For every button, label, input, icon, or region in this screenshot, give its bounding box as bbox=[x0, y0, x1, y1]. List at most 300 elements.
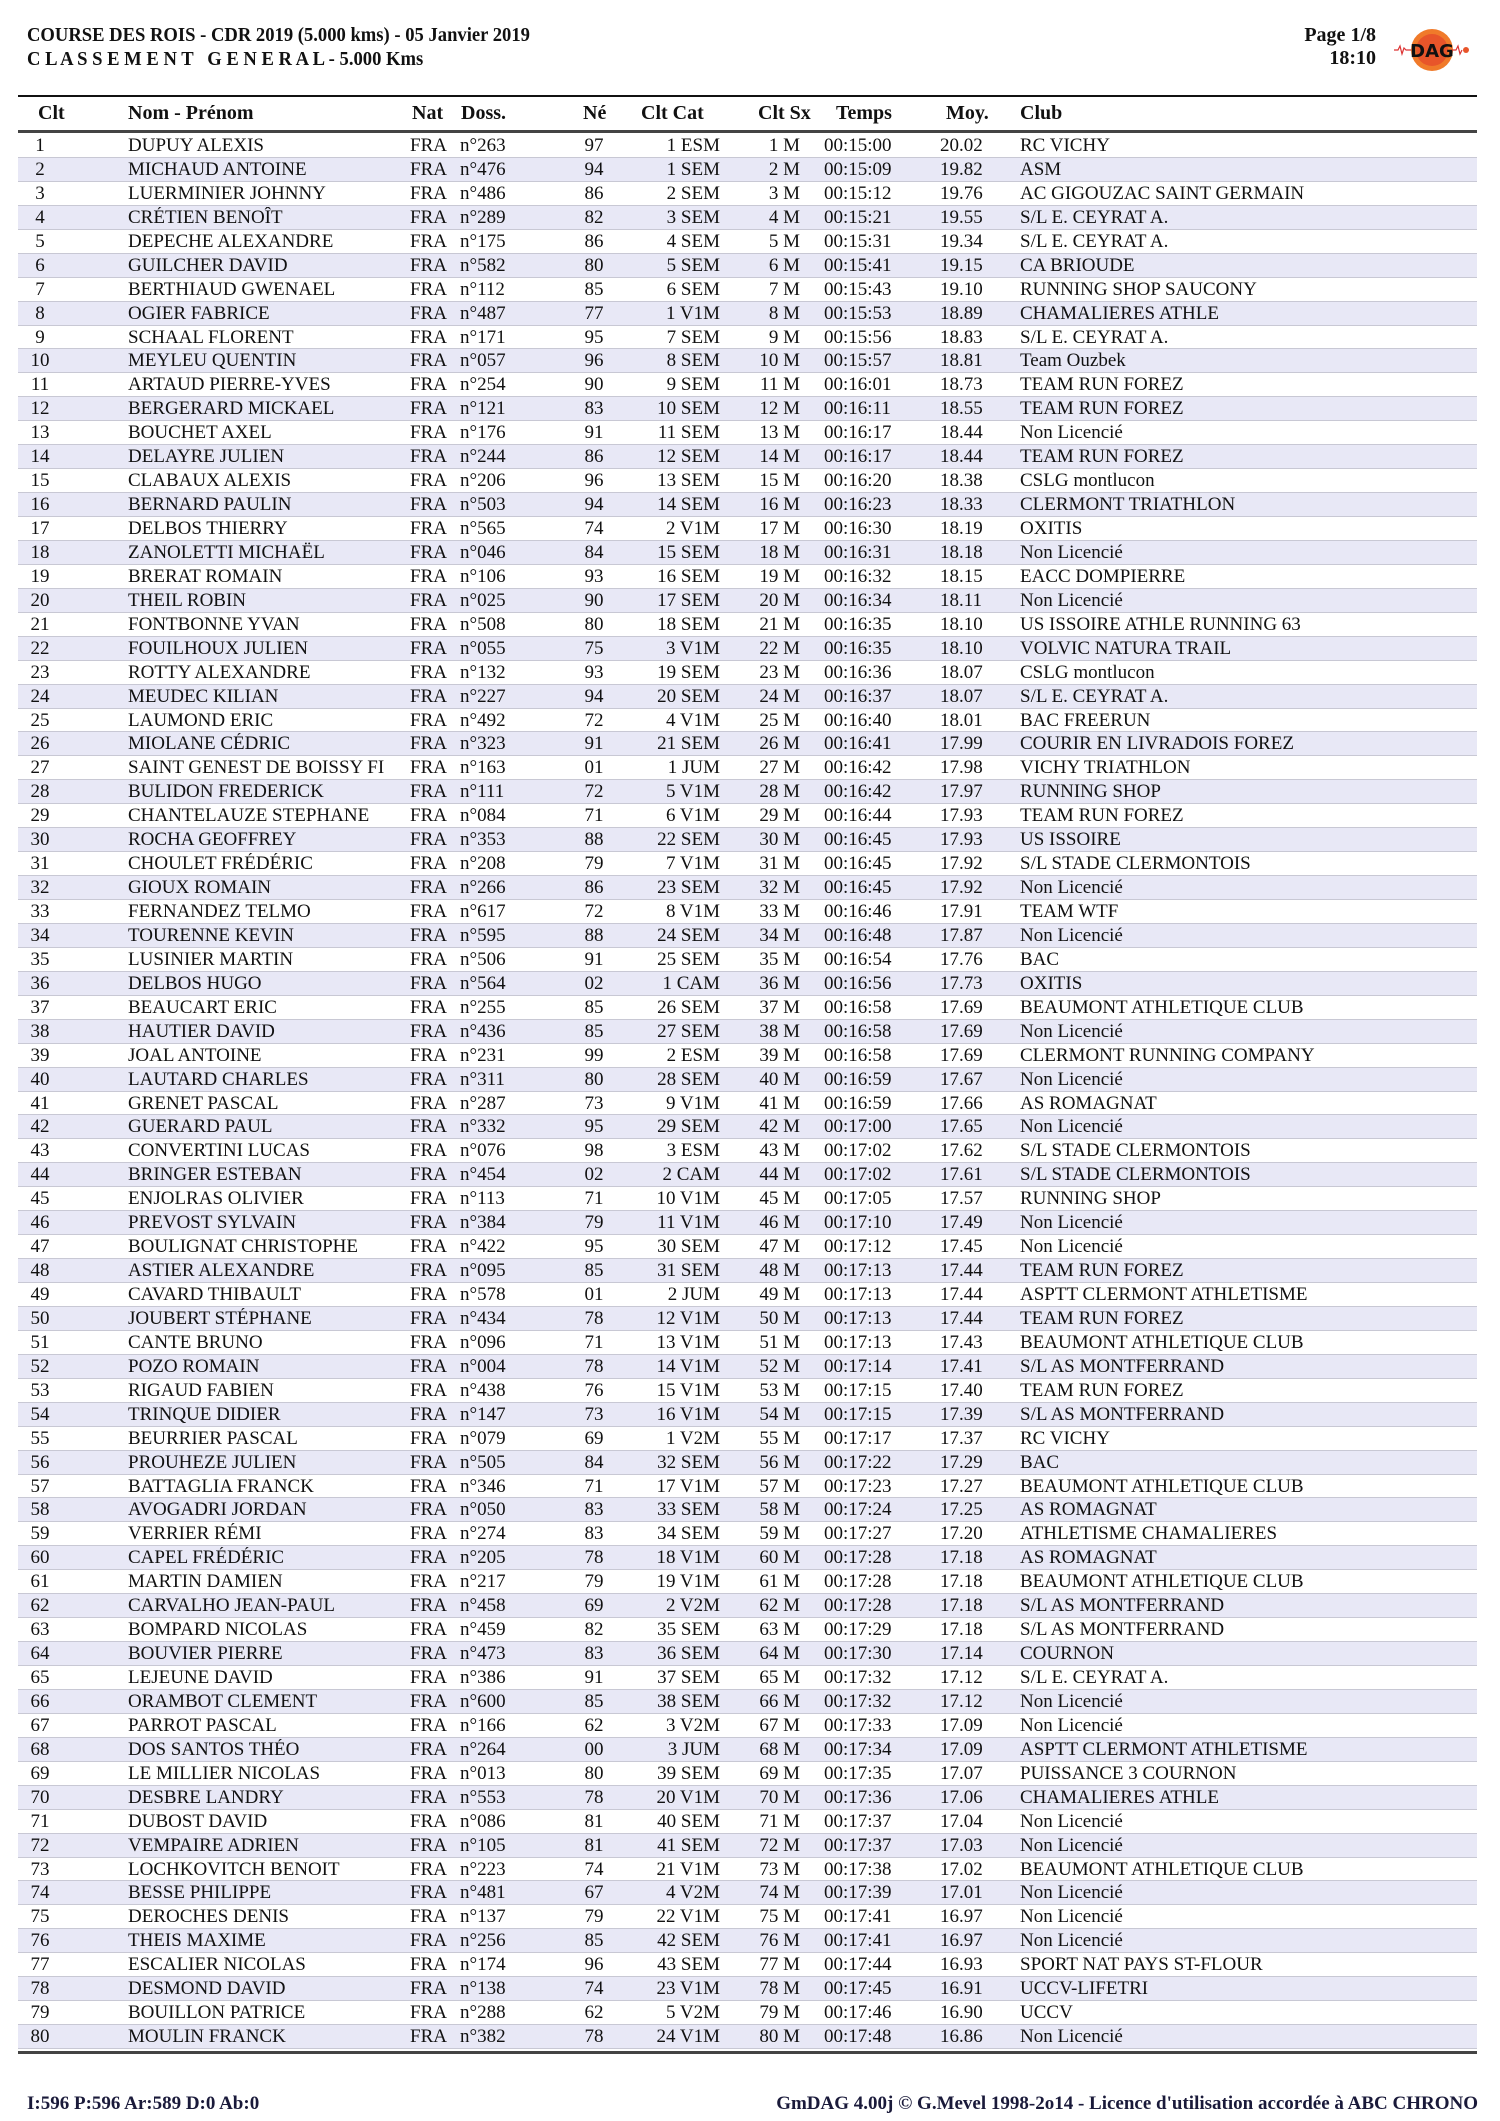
cell-birth-year: 80 bbox=[584, 254, 604, 276]
cell-name: CANTE BRUNO bbox=[128, 1331, 263, 1353]
cell-birth-year: 90 bbox=[584, 374, 604, 396]
cell-bib: n°111 bbox=[460, 781, 505, 803]
cell-name: LOCHKOVITCH BENOIT bbox=[128, 1858, 340, 1880]
col-temps: Temps bbox=[836, 102, 892, 124]
cell-club: CHAMALIERES ATHLE bbox=[1020, 302, 1219, 324]
table-row bbox=[18, 828, 1477, 852]
cell-rank: 22 bbox=[30, 637, 50, 659]
cell-category-rank: 12 SEM bbox=[657, 446, 720, 468]
cell-club: BEAUMONT ATHLETIQUE CLUB bbox=[1020, 1571, 1304, 1593]
cell-birth-year: 67 bbox=[584, 1882, 604, 1904]
cell-sex-rank: 62 M bbox=[759, 1595, 800, 1617]
dag-logo-icon bbox=[1392, 26, 1472, 74]
cell-category-rank: 9 SEM bbox=[666, 374, 720, 396]
table-row bbox=[18, 1905, 1477, 1929]
cell-rank: 68 bbox=[30, 1738, 50, 1760]
cell-club: S/L E. CEYRAT A. bbox=[1020, 230, 1169, 252]
cell-nationality: FRA bbox=[410, 924, 447, 946]
cell-nationality: FRA bbox=[410, 805, 447, 827]
cell-category-rank: 40 SEM bbox=[657, 1810, 720, 1832]
cell-bib: n°132 bbox=[460, 661, 506, 683]
cell-sex-rank: 22 M bbox=[759, 637, 800, 659]
cell-sex-rank: 44 M bbox=[759, 1164, 800, 1186]
cell-speed: 17.93 bbox=[940, 805, 983, 827]
table-row bbox=[18, 852, 1477, 876]
cell-speed: 17.06 bbox=[940, 1786, 983, 1808]
col-doss: Doss. bbox=[461, 102, 507, 124]
cell-club: SPORT NAT PAYS ST-FLOUR bbox=[1020, 1954, 1263, 1976]
cell-bib: n°617 bbox=[460, 901, 506, 922]
cell-time: 00:16:20 bbox=[824, 470, 892, 492]
cell-name: DOS SANTOS THÉO bbox=[128, 1738, 300, 1760]
cell-bib: n°288 bbox=[460, 2002, 506, 2024]
cell-birth-year: 86 bbox=[584, 877, 604, 899]
table-row bbox=[18, 421, 1477, 445]
cell-nationality: FRA bbox=[410, 158, 447, 180]
cell-club: Non Licencié bbox=[1020, 1834, 1123, 1856]
cell-category-rank: 1 V1M bbox=[665, 302, 720, 324]
cell-rank: 60 bbox=[30, 1547, 50, 1569]
cell-name: CLABAUX ALEXIS bbox=[128, 470, 292, 492]
cell-birth-year: 80 bbox=[584, 1068, 604, 1090]
cell-time: 00:15:12 bbox=[824, 182, 892, 204]
table-row bbox=[18, 1977, 1477, 2001]
cell-club: CLERMONT RUNNING COMPANY bbox=[1020, 1044, 1315, 1066]
cell-time: 00:16:35 bbox=[824, 613, 892, 635]
table-row bbox=[18, 1427, 1477, 1451]
cell-birth-year: 83 bbox=[584, 1643, 604, 1665]
cell-time: 00:16:45 bbox=[824, 853, 892, 875]
cell-birth-year: 71 bbox=[584, 1188, 604, 1210]
participant-stats: I:596 P:596 Ar:589 D:0 Ab:0 bbox=[27, 2093, 260, 2114]
cell-club: BAC bbox=[1020, 948, 1060, 970]
cell-rank: 20 bbox=[30, 589, 50, 611]
table-row bbox=[18, 278, 1477, 302]
cell-speed: 19.76 bbox=[940, 182, 983, 204]
cell-club: Non Licencié bbox=[1020, 589, 1123, 611]
table-row bbox=[18, 134, 1477, 158]
cell-club: S/L AS MONTFERRAND bbox=[1020, 1595, 1225, 1617]
cell-bib: n°486 bbox=[460, 182, 506, 204]
cell-name: VEMPAIRE ADRIEN bbox=[128, 1834, 299, 1856]
cell-rank: 76 bbox=[30, 1930, 50, 1952]
cell-rank: 66 bbox=[30, 1690, 50, 1712]
cell-birth-year: 84 bbox=[584, 1451, 604, 1473]
cell-name: VERRIER RÉMI bbox=[128, 1523, 262, 1545]
cell-rank: 5 bbox=[35, 230, 45, 252]
cell-bib: n°113 bbox=[460, 1188, 505, 1210]
cell-sex-rank: 51 M bbox=[759, 1331, 800, 1353]
cell-rank: 37 bbox=[30, 996, 50, 1018]
cell-bib: n°137 bbox=[460, 1906, 506, 1928]
cell-sex-rank: 46 M bbox=[759, 1212, 800, 1234]
cell-bib: n°553 bbox=[460, 1786, 506, 1808]
table-row bbox=[18, 1810, 1477, 1834]
cell-bib: n°227 bbox=[460, 685, 506, 707]
cell-nationality: FRA bbox=[410, 1906, 447, 1928]
cell-nationality: FRA bbox=[410, 613, 447, 635]
cell-time: 00:17:34 bbox=[824, 1738, 892, 1760]
cell-rank: 57 bbox=[30, 1475, 50, 1497]
cell-club: Non Licencié bbox=[1020, 422, 1123, 444]
cell-bib: n°459 bbox=[460, 1619, 506, 1641]
cell-name: RIGAUD FABIEN bbox=[128, 1379, 274, 1401]
cell-speed: 17.65 bbox=[940, 1116, 983, 1138]
cell-speed: 17.45 bbox=[940, 1236, 983, 1258]
cell-rank: 33 bbox=[30, 901, 50, 922]
cell-rank: 73 bbox=[30, 1858, 50, 1880]
cell-nationality: FRA bbox=[410, 230, 447, 252]
cell-club: TEAM RUN FOREZ bbox=[1020, 805, 1184, 827]
cell-club: TEAM RUN FOREZ bbox=[1020, 446, 1184, 468]
cell-club: Non Licencié bbox=[1020, 1116, 1123, 1138]
cell-bib: n°476 bbox=[460, 158, 506, 180]
cell-nationality: FRA bbox=[410, 1475, 447, 1497]
cell-club: CHAMALIERES ATHLE bbox=[1020, 1786, 1219, 1808]
cell-nationality: FRA bbox=[410, 829, 447, 851]
cell-bib: n°323 bbox=[460, 733, 506, 755]
cell-club: S/L E. CEYRAT A. bbox=[1020, 685, 1169, 707]
cell-bib: n°121 bbox=[460, 398, 506, 420]
cell-name: THEIS MAXIME bbox=[128, 1930, 266, 1952]
cell-name: ESCALIER NICOLAS bbox=[128, 1954, 306, 1976]
cell-name: FERNANDEZ TELMO bbox=[128, 901, 311, 922]
cell-birth-year: 74 bbox=[584, 1978, 604, 2000]
cell-nationality: FRA bbox=[410, 254, 447, 276]
cell-time: 00:17:33 bbox=[824, 1714, 892, 1736]
cell-bib: n°255 bbox=[460, 996, 506, 1018]
cell-bib: n°105 bbox=[460, 1834, 506, 1856]
cell-time: 00:16:56 bbox=[824, 972, 892, 994]
cell-speed: 16.93 bbox=[940, 1954, 983, 1976]
cell-bib: n°171 bbox=[460, 326, 506, 348]
cell-nationality: FRA bbox=[410, 494, 447, 516]
cell-rank: 40 bbox=[30, 1068, 50, 1090]
cell-category-rank: 31 SEM bbox=[657, 1260, 720, 1282]
cell-time: 00:17:17 bbox=[824, 1427, 892, 1449]
cell-club: VICHY TRIATHLON bbox=[1020, 757, 1191, 779]
cell-speed: 17.69 bbox=[940, 996, 983, 1018]
table-row bbox=[18, 924, 1477, 948]
cell-bib: n°582 bbox=[460, 254, 506, 276]
cell-speed: 17.44 bbox=[940, 1284, 983, 1305]
cell-time: 00:17:39 bbox=[824, 1882, 892, 1904]
cell-speed: 18.38 bbox=[940, 470, 983, 492]
table-row bbox=[18, 326, 1477, 350]
table-row bbox=[18, 756, 1477, 780]
cell-club: BEAUMONT ATHLETIQUE CLUB bbox=[1020, 996, 1304, 1018]
cell-category-rank: 30 SEM bbox=[657, 1236, 720, 1258]
cell-sex-rank: 69 M bbox=[759, 1762, 800, 1784]
cell-birth-year: 80 bbox=[584, 613, 604, 635]
table-row bbox=[18, 1115, 1477, 1139]
cell-birth-year: 88 bbox=[584, 924, 604, 946]
table-header bbox=[18, 97, 1477, 130]
cell-rank: 79 bbox=[30, 2002, 50, 2024]
cell-category-rank: 5 SEM bbox=[666, 254, 720, 276]
cell-bib: n°176 bbox=[460, 422, 506, 444]
cell-birth-year: 75 bbox=[584, 637, 604, 659]
cell-nationality: FRA bbox=[410, 1379, 447, 1401]
table-row bbox=[18, 948, 1477, 972]
cell-category-rank: 27 SEM bbox=[657, 1020, 720, 1042]
cell-birth-year: 90 bbox=[584, 589, 604, 611]
cell-bib: n°055 bbox=[460, 637, 506, 659]
cell-club: CSLG montlucon bbox=[1020, 661, 1155, 683]
header-rule bbox=[18, 130, 1477, 133]
cell-sex-rank: 54 M bbox=[759, 1403, 800, 1425]
cell-category-rank: 32 SEM bbox=[657, 1451, 720, 1473]
cell-rank: 19 bbox=[30, 565, 50, 587]
cell-category-rank: 43 SEM bbox=[657, 1954, 720, 1976]
cell-time: 00:16:58 bbox=[824, 1044, 892, 1066]
cell-sex-rank: 53 M bbox=[759, 1379, 800, 1401]
page-info bbox=[1304, 24, 1376, 70]
cell-sex-rank: 25 M bbox=[759, 709, 800, 731]
cell-name: BERNARD PAULIN bbox=[128, 494, 292, 516]
cell-category-rank: 11 SEM bbox=[657, 422, 720, 444]
cell-sex-rank: 79 M bbox=[759, 2002, 800, 2024]
cell-category-rank: 37 SEM bbox=[657, 1667, 720, 1688]
cell-rank: 13 bbox=[30, 422, 50, 444]
cell-time: 00:17:05 bbox=[824, 1188, 892, 1210]
cell-rank: 53 bbox=[30, 1379, 50, 1401]
cell-sex-rank: 78 M bbox=[759, 1978, 800, 2000]
cell-category-rank: 41 SEM bbox=[657, 1834, 720, 1856]
cell-category-rank: 18 V1M bbox=[656, 1547, 720, 1569]
cell-category-rank: 24 SEM bbox=[657, 924, 720, 946]
cell-rank: 35 bbox=[30, 948, 50, 970]
cell-sex-rank: 13 M bbox=[759, 422, 800, 444]
cell-bib: n°274 bbox=[460, 1523, 506, 1545]
col-club: Club bbox=[1020, 102, 1063, 124]
cell-speed: 17.69 bbox=[940, 1020, 983, 1042]
cell-speed: 17.67 bbox=[940, 1068, 983, 1090]
cell-speed: 17.14 bbox=[940, 1643, 983, 1665]
table-row bbox=[18, 1211, 1477, 1235]
cell-nationality: FRA bbox=[410, 1188, 447, 1210]
cell-speed: 17.18 bbox=[940, 1547, 983, 1569]
cell-rank: 52 bbox=[30, 1355, 50, 1377]
cell-nationality: FRA bbox=[410, 1331, 447, 1353]
cell-sex-rank: 41 M bbox=[759, 1092, 800, 1114]
cell-speed: 17.18 bbox=[940, 1619, 983, 1641]
cell-bib: n°095 bbox=[460, 1260, 506, 1282]
cell-bib: n°346 bbox=[460, 1475, 506, 1497]
cell-time: 00:16:30 bbox=[824, 518, 892, 539]
cell-speed: 17.29 bbox=[940, 1451, 983, 1473]
cell-birth-year: 94 bbox=[584, 158, 604, 180]
cell-time: 00:17:13 bbox=[824, 1331, 892, 1353]
cell-name: DUBOST DAVID bbox=[128, 1810, 268, 1832]
cell-speed: 17.41 bbox=[940, 1355, 983, 1377]
cell-sex-rank: 39 M bbox=[759, 1044, 800, 1066]
cell-birth-year: 79 bbox=[584, 1906, 604, 1928]
cell-category-rank: 29 SEM bbox=[657, 1116, 720, 1138]
cell-category-rank: 3 V2M bbox=[665, 1714, 720, 1736]
cell-category-rank: 13 SEM bbox=[657, 470, 720, 492]
cell-bib: n°481 bbox=[460, 1882, 506, 1904]
cell-rank: 72 bbox=[30, 1834, 50, 1856]
cell-category-rank: 4 V1M bbox=[665, 709, 720, 731]
cell-time: 00:15:56 bbox=[824, 326, 892, 348]
cell-bib: n°264 bbox=[460, 1738, 506, 1760]
cell-speed: 17.91 bbox=[940, 901, 983, 922]
cell-category-rank: 3 ESM bbox=[666, 1140, 720, 1162]
cell-name: AVOGADRI JORDAN bbox=[128, 1499, 307, 1521]
col-cat: Clt Cat bbox=[641, 102, 704, 124]
cell-rank: 10 bbox=[30, 350, 50, 372]
cell-name: GUERARD PAUL bbox=[128, 1116, 273, 1138]
cell-sex-rank: 38 M bbox=[759, 1020, 800, 1042]
cell-sex-rank: 61 M bbox=[759, 1571, 800, 1593]
cell-club: US ISSOIRE bbox=[1020, 829, 1121, 851]
cell-bib: n°473 bbox=[460, 1643, 506, 1665]
cell-name: BRERAT ROMAIN bbox=[128, 565, 283, 587]
cell-name: BEAUCART ERIC bbox=[128, 996, 277, 1018]
cell-speed: 19.10 bbox=[940, 278, 983, 300]
svg-text:DAG: DAG bbox=[1410, 41, 1454, 62]
cell-rank: 34 bbox=[30, 924, 50, 946]
cell-rank: 65 bbox=[30, 1667, 50, 1688]
cell-time: 00:16:17 bbox=[824, 446, 892, 468]
cell-birth-year: 85 bbox=[584, 1260, 604, 1282]
cell-rank: 54 bbox=[30, 1403, 50, 1425]
cell-nationality: FRA bbox=[410, 901, 447, 922]
cell-bib: n°013 bbox=[460, 1762, 506, 1784]
cell-rank: 43 bbox=[30, 1140, 50, 1162]
cell-sex-rank: 49 M bbox=[759, 1284, 800, 1305]
cell-bib: n°492 bbox=[460, 709, 506, 731]
table-row bbox=[18, 589, 1477, 613]
cell-bib: n°506 bbox=[460, 948, 506, 970]
table-row bbox=[18, 493, 1477, 517]
cell-nationality: FRA bbox=[410, 1858, 447, 1880]
cell-time: 00:16:44 bbox=[824, 805, 892, 827]
cell-name: ZANOLETTI MICHAËL bbox=[128, 541, 325, 563]
cell-time: 00:16:45 bbox=[824, 829, 892, 851]
cell-name: TRINQUE DIDIER bbox=[128, 1403, 281, 1425]
cell-nationality: FRA bbox=[410, 1427, 447, 1449]
cell-club: CLERMONT TRIATHLON bbox=[1020, 494, 1236, 516]
cell-sex-rank: 6 M bbox=[768, 254, 800, 276]
cell-time: 00:16:41 bbox=[824, 733, 892, 755]
table-row bbox=[18, 637, 1477, 661]
cell-club: OXITIS bbox=[1020, 972, 1083, 994]
cell-name: BOMPARD NICOLAS bbox=[128, 1619, 308, 1641]
table-row bbox=[18, 1929, 1477, 1953]
cell-club: AS ROMAGNAT bbox=[1020, 1499, 1157, 1521]
table-row bbox=[18, 996, 1477, 1020]
cell-name: CRÉTIEN BENOÎT bbox=[128, 206, 283, 228]
cell-speed: 18.10 bbox=[940, 613, 983, 635]
cell-club: S/L STADE CLERMONTOIS bbox=[1020, 853, 1251, 875]
cell-bib: n°138 bbox=[460, 1978, 506, 2000]
cell-sex-rank: 7 M bbox=[768, 278, 800, 300]
cell-name: LAUTARD CHARLES bbox=[128, 1068, 309, 1090]
cell-club: Non Licencié bbox=[1020, 541, 1123, 563]
cell-club: COURNON bbox=[1020, 1643, 1114, 1665]
table-row bbox=[18, 1283, 1477, 1307]
results-table bbox=[18, 134, 1477, 2049]
cell-bib: n°244 bbox=[460, 446, 506, 468]
cell-bib: n°503 bbox=[460, 494, 506, 516]
cell-nationality: FRA bbox=[410, 1547, 447, 1569]
cell-birth-year: 97 bbox=[584, 135, 604, 156]
cell-bib: n°266 bbox=[460, 877, 506, 899]
table-row bbox=[18, 1403, 1477, 1427]
cell-speed: 17.98 bbox=[940, 757, 983, 779]
cell-speed: 16.90 bbox=[940, 2002, 983, 2024]
cell-name: THEIL ROBIN bbox=[128, 589, 247, 611]
cell-sex-rank: 33 M bbox=[759, 901, 800, 922]
cell-birth-year: 74 bbox=[584, 518, 604, 539]
table-row bbox=[18, 1546, 1477, 1570]
cell-bib: n°263 bbox=[460, 135, 506, 156]
cell-nationality: FRA bbox=[410, 1882, 447, 1904]
cell-category-rank: 2 V1M bbox=[665, 518, 720, 539]
table-row bbox=[18, 1331, 1477, 1355]
cell-time: 00:15:53 bbox=[824, 302, 892, 324]
table-row bbox=[18, 1475, 1477, 1499]
cell-nationality: FRA bbox=[410, 1762, 447, 1784]
cell-birth-year: 79 bbox=[584, 1571, 604, 1593]
cell-nationality: FRA bbox=[410, 446, 447, 468]
cell-sex-rank: 56 M bbox=[759, 1451, 800, 1473]
cell-bib: n°565 bbox=[460, 518, 506, 539]
table-row bbox=[18, 206, 1477, 230]
cell-nationality: FRA bbox=[410, 1403, 447, 1425]
cell-name: CAPEL FRÉDÉRIC bbox=[128, 1547, 285, 1569]
cell-sex-rank: 1 M bbox=[768, 135, 800, 156]
table-row bbox=[18, 1953, 1477, 1977]
cell-speed: 17.18 bbox=[940, 1595, 983, 1617]
cell-club: S/L STADE CLERMONTOIS bbox=[1020, 1164, 1251, 1186]
cell-speed: 17.87 bbox=[940, 924, 983, 946]
cell-club: Non Licencié bbox=[1020, 877, 1123, 899]
cell-category-rank: 23 V1M bbox=[656, 1978, 720, 2000]
cell-bib: n°163 bbox=[460, 757, 506, 779]
cell-nationality: FRA bbox=[410, 1810, 447, 1832]
cell-nationality: FRA bbox=[410, 1786, 447, 1808]
cell-category-rank: 22 V1M bbox=[656, 1906, 720, 1928]
cell-time: 00:16:42 bbox=[824, 781, 892, 803]
cell-birth-year: 76 bbox=[584, 1379, 604, 1401]
table-row bbox=[18, 1522, 1477, 1546]
cell-time: 00:16:46 bbox=[824, 901, 892, 922]
cell-club: CSLG montlucon bbox=[1020, 470, 1155, 492]
cell-category-rank: 1 V2M bbox=[665, 1427, 720, 1449]
cell-time: 00:17:10 bbox=[824, 1212, 892, 1234]
cell-nationality: FRA bbox=[410, 1619, 447, 1641]
cell-time: 00:16:35 bbox=[824, 637, 892, 659]
cell-speed: 17.99 bbox=[940, 733, 983, 755]
cell-speed: 17.12 bbox=[940, 1690, 983, 1712]
cell-sex-rank: 31 M bbox=[759, 853, 800, 875]
cell-speed: 17.57 bbox=[940, 1188, 983, 1210]
table-row bbox=[18, 1642, 1477, 1666]
cell-birth-year: 72 bbox=[584, 901, 604, 922]
cell-speed: 16.97 bbox=[940, 1906, 983, 1928]
cell-category-rank: 1 SEM bbox=[666, 158, 720, 180]
cell-birth-year: 91 bbox=[584, 1667, 604, 1688]
cell-club: ASPTT CLERMONT ATHLETISME bbox=[1020, 1284, 1308, 1305]
cell-club: TEAM RUN FOREZ bbox=[1020, 1260, 1184, 1282]
cell-category-rank: 3 SEM bbox=[666, 206, 720, 228]
cell-speed: 17.44 bbox=[940, 1307, 983, 1329]
cell-name: ARTAUD PIERRE-YVES bbox=[128, 374, 331, 396]
cell-bib: n°458 bbox=[460, 1595, 506, 1617]
